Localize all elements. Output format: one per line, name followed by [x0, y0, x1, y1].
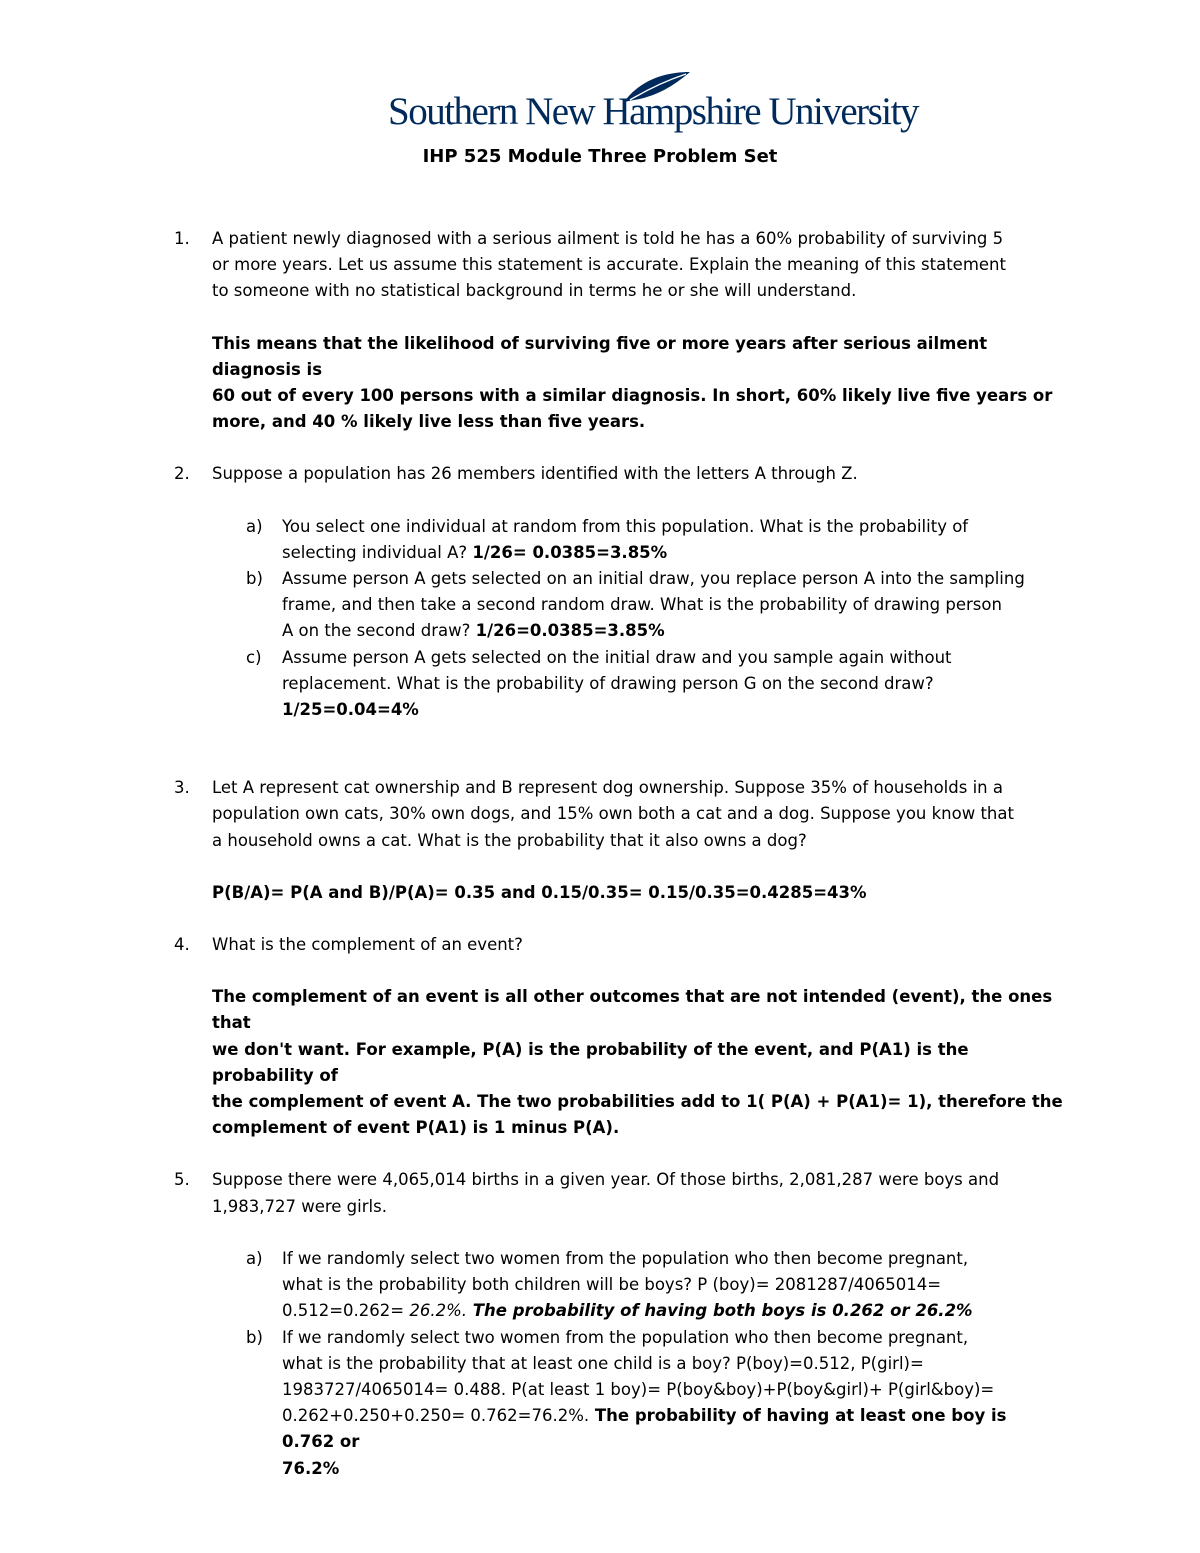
text-line: A patient newly diagnosed with a serious ailment is told he has a 60% probability of surviving 5 — [212, 229, 1004, 248]
sub-question-label: a) — [246, 1248, 263, 1268]
text-line: Assume person A gets selected on an initial draw, you replace person A into the sampling — [282, 569, 1025, 589]
question-number: 4. — [174, 935, 190, 955]
text-line: frame, and then take a second random draw. What is the probability of drawing person — [282, 595, 1002, 615]
text-line: what is the probability that at least one child is a boy? P(boy)=0.512, P(girl)= — [282, 1353, 924, 1373]
text-line: 60 out of every 100 persons with a similar diagnosis. In short, 60% likely live five years or — [212, 386, 1053, 406]
answer-text: 1/26= 0.0385=3.85% — [472, 542, 668, 562]
answer-text: 1/26=0.0385=3.85% — [475, 621, 665, 641]
text-line: If we randomly select two women from the population who then become pregnant, — [282, 1248, 969, 1268]
text-line: replacement. What is the probability of drawing person G on the second draw? — [282, 673, 934, 693]
text-line: more, and 40 % likely live less than five years. — [212, 412, 646, 432]
text-line: 1983727/4065014= 0.488. P(at least 1 boy)= P(boy&boy)+P(boy&girl)+ P(girl&boy)= — [282, 1379, 995, 1399]
text-line: what is the probability both children will be boys? P (boy)= 2081287/4065014= — [282, 1275, 942, 1295]
text-line: we don't want. For example, P(A) is the probability of the event, and P(A1) is the probability of — [212, 1039, 969, 1085]
question-text — [212, 226, 1064, 305]
sub-question-label: c) — [246, 647, 262, 667]
text-line: A on the second draw? — [282, 621, 471, 641]
page-title: IHP 525 Module Three Problem Set — [422, 146, 778, 167]
sub-question-label: a) — [246, 516, 263, 536]
question-4 — [174, 932, 1064, 1141]
answer-text: 1/25=0.04=4% — [282, 700, 419, 720]
answer-text: 76.2% — [282, 1458, 340, 1478]
text-line: Assume person A gets selected on the initial draw and you sample again without — [282, 647, 952, 667]
answer-text: The probability of having both boys is 0.262 or 26.2% — [467, 1301, 973, 1321]
answer-text: The probability of having at least one boy is 0.762 or — [282, 1406, 1007, 1452]
text-line: Suppose there were 4,065,014 births in a given year. Of those births, 2,081,287 were boys and — [212, 1170, 1000, 1190]
text-line: to someone with no statistical background in terms he or she will understand. — [212, 281, 857, 301]
question-text: What is the complement of an event? — [212, 935, 523, 955]
sub-question-label: b) — [246, 1327, 263, 1347]
question-number: 3. — [174, 778, 190, 798]
sub-question-label: b) — [246, 569, 263, 589]
question-number: 2. — [174, 464, 190, 484]
text-line: Let A represent cat ownership and B represent dog ownership. Suppose 35% of households in a — [212, 778, 1003, 798]
university-logo-text: Southern New Hampshire University — [388, 90, 918, 133]
question-5 — [174, 1167, 1064, 1219]
text-line: This means that the likelihood of surviving five or more years after serious ailment diagnosis is — [212, 333, 988, 379]
question-text — [212, 1167, 1064, 1219]
text-line: population own cats, 30% own dogs, and 15% own both a cat and a dog. Suppose you know that — [212, 804, 1014, 824]
sub-question-5a — [174, 1246, 1064, 1325]
text-line: You select one individual at random from this population. What is the probability of — [282, 516, 969, 536]
question-number: 1. — [174, 229, 190, 248]
text-line: a household owns a cat. What is the probability that it also owns a dog? — [212, 830, 807, 850]
question-3 — [174, 775, 1064, 906]
question-2 — [174, 461, 1064, 487]
answer-text: P(B/A)= P(A and B)/P(A)= 0.35 and 0.15/0.35= 0.15/0.35=0.4285=43% — [212, 882, 867, 902]
question-text — [212, 775, 1064, 854]
text-line: 1,983,727 were girls. — [212, 1196, 387, 1216]
sub-question-2a — [174, 514, 1064, 566]
text-line: 0.262+0.250+0.250= 0.762=76.2%. — [282, 1406, 590, 1426]
sub-question-2b — [174, 566, 1064, 645]
question-text: Suppose a population has 26 members identified with the letters A through Z. — [212, 464, 858, 484]
text-line: complement of event P(A1) is 1 minus P(A). — [212, 1118, 620, 1138]
answer-percent: 26.2%. — [409, 1301, 468, 1321]
sub-question-2c — [174, 645, 1064, 724]
text-line: 0.512=0.262= — [282, 1301, 410, 1321]
answer-text — [212, 331, 1064, 436]
sub-question-5b — [174, 1325, 1064, 1482]
text-line: selecting individual A? — [282, 542, 468, 562]
text-line: or more years. Let us assume this statement is accurate. Explain the meaning of this statement — [212, 255, 1006, 275]
text-line: the complement of event A. The two probabilities add to 1( P(A) + P(A1)= 1), therefore the — [212, 1092, 1063, 1112]
question-number: 5. — [174, 1170, 190, 1190]
text-line: The complement of an event is all other outcomes that are not intended (event), the ones that — [212, 987, 1053, 1033]
text-line: If we randomly select two women from the population who then become pregnant, — [282, 1327, 969, 1347]
document-body — [174, 226, 1064, 1482]
question-1 — [174, 226, 1064, 435]
answer-text — [212, 984, 1064, 1141]
